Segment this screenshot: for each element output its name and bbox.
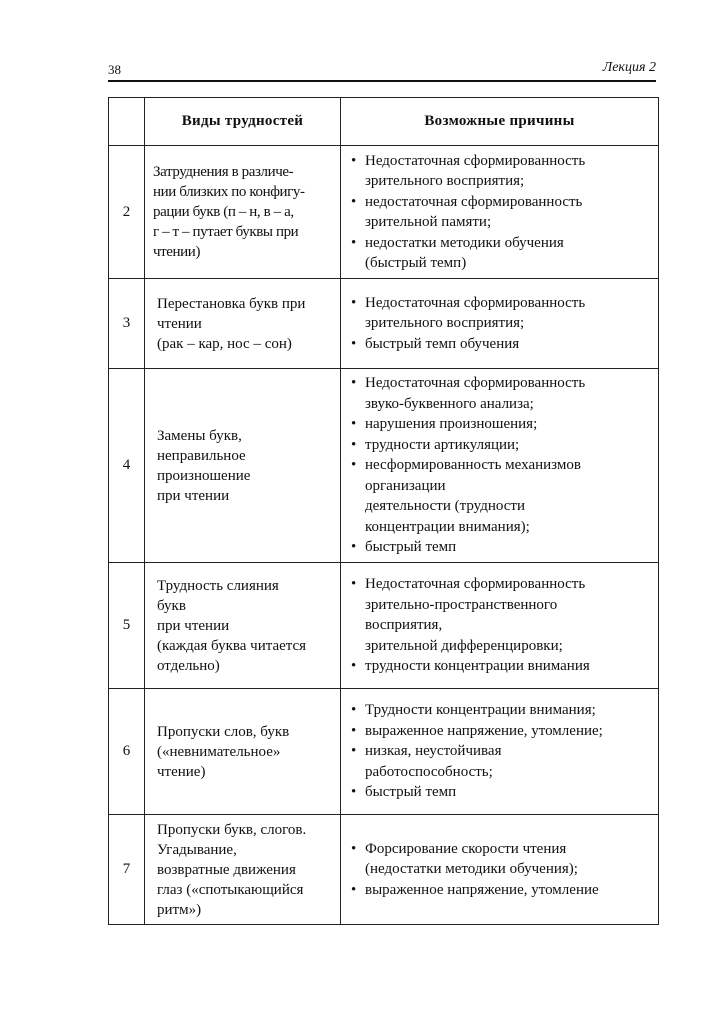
cause-line: зрительной памяти;: [365, 214, 492, 230]
column-header-number: [109, 98, 145, 146]
difficulty-type-line: произношение: [157, 467, 251, 484]
cause-line: звуко-буквенного анализа;: [365, 395, 534, 412]
difficulty-type-line: рации букв (п – н, в – а,: [153, 204, 294, 220]
cause-line: • Недостаточная сформированность: [365, 294, 586, 311]
cause-item: [349, 721, 654, 742]
cause-line: • трудности артикуляции;: [365, 436, 520, 453]
cause-line: • Трудности концентрации внимания;: [365, 702, 596, 719]
table-row: [109, 815, 659, 925]
difficulty-type-line: Пропуски букв, слогов.: [157, 821, 307, 838]
difficulty-type-line: чтение): [157, 763, 206, 780]
difficulty-type-line: Перестановка букв при: [157, 295, 306, 312]
page-header: [108, 58, 656, 80]
cause-line: • выраженное напряжение, утомление;: [365, 722, 603, 739]
difficulty-type-line: возвратные движения: [157, 861, 296, 878]
cause-item: [349, 700, 654, 721]
cause-line: • недостатки методики обучения: [365, 234, 564, 251]
difficulty-type-line: чтении): [153, 244, 201, 260]
row-number: 5: [109, 563, 145, 689]
causes-list: [349, 574, 654, 677]
difficulty-type-line: неправильное: [157, 447, 246, 464]
difficulty-type-line: («невнимательное»: [157, 743, 281, 760]
cause-line: • недостаточная сформированность: [365, 193, 583, 210]
cause-item: [349, 574, 654, 656]
difficulty-type-line: глаз («спотыкающийся: [157, 881, 304, 898]
page-number: 38: [108, 62, 121, 77]
cause-line: • Недостаточная сформированность: [365, 152, 586, 169]
causes-list: [349, 373, 654, 558]
possible-causes-cell: [341, 563, 659, 689]
difficulty-type-cell: [145, 563, 341, 689]
row-number: 6: [109, 689, 145, 815]
possible-causes-cell: [341, 279, 659, 369]
possible-causes-cell: [341, 689, 659, 815]
cause-item: [349, 839, 654, 880]
table-header-row: [109, 98, 659, 146]
cause-item: [349, 334, 654, 355]
cause-item: [349, 537, 654, 558]
cause-line: • быстрый темп обучения: [365, 335, 520, 352]
table-row: [109, 563, 659, 689]
difficulty-type-line: (каждая буква читается: [157, 637, 307, 654]
difficulties-table: [108, 97, 659, 925]
table-row: [109, 369, 659, 563]
difficulty-type-cell: [145, 146, 341, 279]
cause-line: • выраженное напряжение, утомление: [365, 881, 599, 898]
table-row: [109, 279, 659, 369]
cause-line: (недостатки методики обучения);: [365, 861, 578, 878]
cause-item: [349, 233, 654, 274]
difficulty-type-line: (рак – кар, нос – сон): [157, 335, 292, 352]
row-number: 2: [109, 146, 145, 279]
difficulty-type-line: нии близких по конфигу-: [153, 184, 305, 200]
running-title: Лекция 2: [602, 60, 656, 75]
causes-list: [349, 293, 654, 355]
cause-item: [349, 455, 654, 537]
cause-line: • Недостаточная сформированность: [365, 375, 586, 392]
cause-item: [349, 435, 654, 456]
cause-line: зрительного восприятия;: [365, 173, 525, 189]
cause-line: • Недостаточная сформированность: [365, 576, 586, 593]
cause-line: (быстрый темп): [365, 255, 467, 271]
cause-item: [349, 293, 654, 334]
cause-line: зрительной дифференцировки;: [365, 637, 563, 654]
cause-line: • нарушения произношения;: [365, 416, 538, 433]
difficulty-type-cell: [145, 815, 341, 925]
causes-list: [349, 839, 654, 901]
difficulty-type-line: чтении: [157, 315, 202, 332]
cause-item: [349, 656, 654, 677]
difficulty-type-line: Пропуски слов, букв: [157, 723, 290, 740]
table-row: [109, 689, 659, 815]
cause-line: • быстрый темп: [365, 539, 457, 556]
cause-line: восприятия,: [365, 617, 443, 634]
header-rule: [108, 80, 656, 82]
row-number: 7: [109, 815, 145, 925]
row-number: 4: [109, 369, 145, 563]
cause-line: концентрации внимания);: [365, 518, 530, 535]
cause-line: • Форсирование скорости чтения: [365, 840, 567, 857]
column-header-possible-causes: Возможные причины: [341, 98, 659, 146]
difficulty-type-cell: [145, 689, 341, 815]
difficulty-type-line: отдельно): [157, 657, 220, 674]
cause-item: [349, 741, 654, 782]
cause-line: • трудности концентрации внимания: [365, 658, 590, 675]
cause-line: • быстрый темп: [365, 784, 457, 801]
row-number: 3: [109, 279, 145, 369]
cause-line: организации: [365, 477, 446, 494]
difficulty-type-line: Затруднения в различе-: [153, 164, 294, 180]
difficulty-type-line: при чтении: [157, 487, 230, 504]
difficulty-type-line: букв: [157, 597, 186, 614]
causes-list: [349, 700, 654, 803]
cause-item: [349, 373, 654, 414]
column-header-difficulty-type: Виды трудностей: [145, 98, 341, 146]
difficulty-type-line: ритм»): [157, 901, 202, 918]
difficulty-type-line: при чтении: [157, 617, 230, 634]
difficulty-type-line: Трудность слияния: [157, 577, 279, 594]
possible-causes-cell: [341, 369, 659, 563]
difficulty-type-cell: [145, 369, 341, 563]
table-row: [109, 146, 659, 279]
cause-item: [349, 192, 654, 233]
cause-line: • несформированность механизмов: [365, 457, 581, 474]
cause-line: зрительного восприятия;: [365, 315, 525, 332]
cause-line: зрительно-пространственного: [365, 596, 558, 613]
cause-item: [349, 414, 654, 435]
difficulty-type-line: г – т – путает буквы при: [153, 224, 299, 240]
cause-line: работоспособность;: [365, 763, 493, 780]
cause-line: деятельности (трудности: [365, 498, 525, 515]
difficulty-type-line: Замены букв,: [157, 427, 242, 444]
cause-item: [349, 151, 654, 192]
possible-causes-cell: [341, 815, 659, 925]
difficulty-type-line: Угадывание,: [157, 841, 237, 858]
causes-list: [349, 151, 654, 274]
cause-item: [349, 782, 654, 803]
difficulty-type-cell: [145, 279, 341, 369]
cause-item: [349, 880, 654, 901]
possible-causes-cell: [341, 146, 659, 279]
cause-line: • низкая, неустойчивая: [365, 743, 502, 760]
